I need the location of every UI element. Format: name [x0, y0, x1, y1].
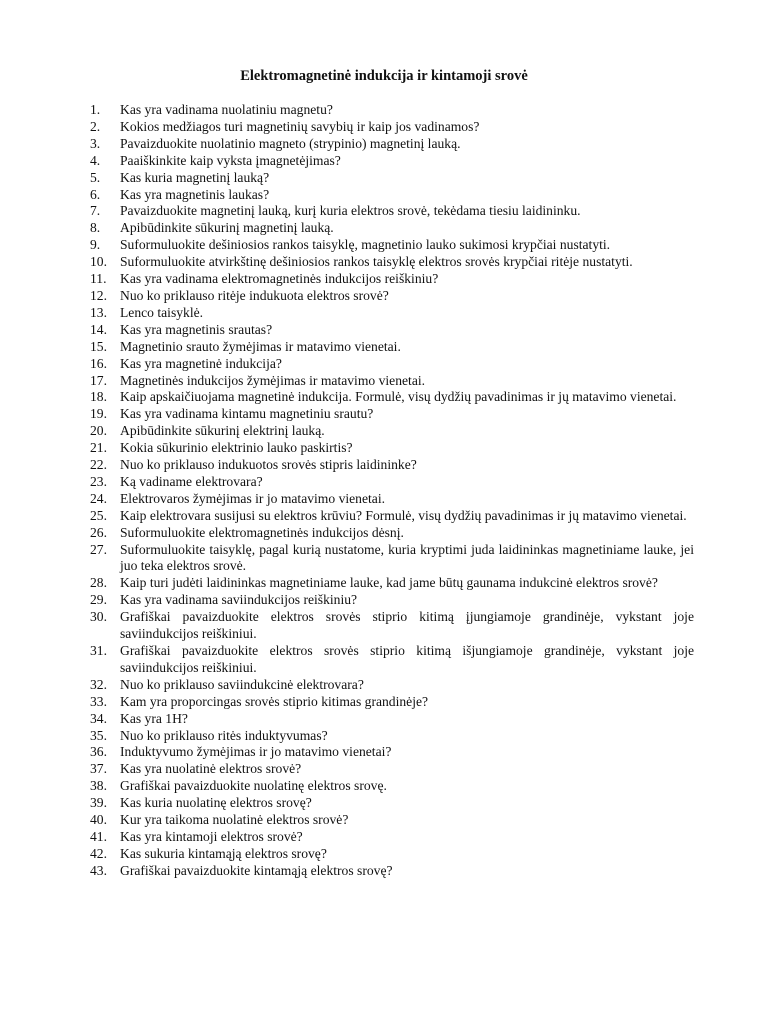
question-number: 17.: [90, 372, 107, 388]
question-number: 42.: [90, 845, 107, 861]
question-text: Kaip elektrovara susijusi su elektros krūviu? Formulė, visų dydžių pavadinimas ir jų matavimo vienetai.: [120, 507, 687, 523]
question-number: 5.: [90, 169, 101, 185]
question-number: 37.: [90, 761, 107, 777]
question-item: [90, 440, 694, 457]
question-number: 11.: [90, 271, 107, 287]
question-number: 7.: [90, 203, 101, 219]
question-text: Ką vadiname elektrovara?: [120, 473, 263, 489]
question-item: [90, 491, 694, 508]
question-item: [90, 761, 694, 778]
question-number: 15.: [90, 338, 107, 354]
question-item: [90, 643, 694, 677]
question-number: 34.: [90, 710, 107, 726]
question-number: 21.: [90, 440, 107, 456]
question-number: 31.: [90, 643, 107, 658]
question-number: 32.: [90, 676, 107, 692]
question-text: Kas yra 1H?: [120, 710, 188, 726]
question-item: [90, 694, 694, 711]
question-item: [90, 187, 694, 204]
question-item: [90, 728, 694, 745]
question-text: Magnetinės indukcijos žymėjimas ir matavimo vienetai.: [120, 372, 426, 388]
question-text: Kas yra magnetinis laukas?: [120, 186, 270, 202]
question-number: 25.: [90, 507, 107, 523]
question-text: Kokios medžiagos turi magnetinių savybių ir kaip jos vadinamos?: [120, 118, 480, 134]
question-number: 24.: [90, 490, 107, 506]
question-text: Pavaizduokite nuolatinio magneto (strypinio) magnetinį lauką.: [120, 135, 461, 151]
question-number: 20.: [90, 423, 107, 439]
question-text: Apibūdinkite sūkurinį magnetinį lauką.: [120, 220, 334, 236]
question-list: [90, 102, 694, 880]
question-number: 22.: [90, 457, 107, 473]
question-text: Suformuluokite taisyklę, pagal kurią nustatome, kuria kryptimi juda laidininkas magnetiniame lauke, jei juo teka elektros srovė.: [120, 541, 694, 574]
question-number: 9.: [90, 237, 101, 253]
question-number: 23.: [90, 473, 107, 489]
question-number: 27.: [90, 541, 107, 557]
question-text: Kam yra proporcingas srovės stiprio kitimas grandinėje?: [120, 693, 429, 709]
question-item: [90, 339, 694, 356]
question-number: 26.: [90, 524, 107, 540]
question-number: 18.: [90, 389, 107, 405]
question-number: 19.: [90, 406, 107, 422]
question-item: [90, 829, 694, 846]
question-item: [90, 525, 694, 542]
question-text: Grafiškai pavaizduokite nuolatinę elektros srovę.: [120, 778, 387, 794]
question-number: 30.: [90, 609, 107, 625]
question-text: Nuo ko priklauso indukuotos srovės stipris laidininke?: [120, 457, 417, 473]
question-item: [90, 592, 694, 609]
question-number: 33.: [90, 693, 107, 709]
question-number: 1.: [90, 102, 101, 117]
question-text: Kas yra vadinama saviindukcijos reiškiniu?: [120, 592, 358, 608]
question-text: Grafiškai pavaizduokite kintamąją elektros srovę?: [120, 862, 393, 878]
question-item: [90, 220, 694, 237]
question-item: [90, 102, 694, 119]
question-text: Pavaizduokite magnetinį lauką, kurį kuria elektros srovė, tekėdama tiesiu laidininku.: [120, 203, 581, 219]
question-text: Kas yra kintamoji elektros srovė?: [120, 828, 303, 844]
question-item: [90, 153, 694, 170]
question-number: 29.: [90, 592, 107, 608]
question-number: 6.: [90, 186, 101, 202]
question-item: [90, 237, 694, 254]
question-text: Elektrovaros žymėjimas ir jo matavimo vienetai.: [120, 490, 385, 506]
question-item: [90, 170, 694, 187]
question-item: [90, 677, 694, 694]
question-number: 35.: [90, 727, 107, 743]
question-text: Nuo ko priklauso ritėje indukuota elektros srovė?: [120, 287, 389, 303]
question-text: Apibūdinkite sūkurinį elektrinį lauką.: [120, 423, 325, 439]
question-number: 38.: [90, 778, 107, 794]
question-number: 39.: [90, 795, 107, 811]
question-text: Grafiškai pavaizduokite elektros srovės stiprio kitimą įjungiamoje grandinėje, vykstant joje saviindukcijos reiškiniui.: [120, 609, 694, 642]
question-item: [90, 812, 694, 829]
question-number: 8.: [90, 220, 101, 236]
question-item: [90, 356, 694, 373]
question-text: Nuo ko priklauso saviindukcinė elektrovara?: [120, 676, 364, 692]
question-item: [90, 288, 694, 305]
question-item: [90, 119, 694, 136]
question-item: [90, 474, 694, 491]
question-text: Kur yra taikoma nuolatinė elektros srovė?: [120, 812, 349, 828]
question-item: [90, 711, 694, 728]
question-item: [90, 423, 694, 440]
question-item: [90, 609, 694, 643]
question-text: Kas yra vadinama nuolatiniu magnetu?: [120, 102, 333, 117]
question-text: Kas kuria magnetinį lauką?: [120, 169, 270, 185]
question-text: Kas yra magnetinė indukcija?: [120, 355, 282, 371]
question-text: Kas yra vadinama elektromagnetinės indukcijos reiškiniu?: [120, 271, 439, 287]
question-text: Kas yra vadinama kintamu magnetiniu srautu?: [120, 406, 374, 422]
question-text: Paaiškinkite kaip vyksta įmagnetėjimas?: [120, 152, 341, 168]
question-item: [90, 863, 694, 880]
question-item: [90, 795, 694, 812]
question-text: Grafiškai pavaizduokite elektros srovės stiprio kitimą išjungiamoje grandinėje, vykstant joje saviindukcijos reiškiniui.: [120, 643, 694, 675]
question-number: 40.: [90, 812, 107, 828]
question-number: 4.: [90, 152, 101, 168]
question-text: Magnetinio srauto žymėjimas ir matavimo vienetai.: [120, 338, 401, 354]
question-item: [90, 203, 694, 220]
question-item: [90, 508, 694, 525]
question-item: [90, 744, 694, 761]
question-number: 12.: [90, 287, 107, 303]
question-number: 2.: [90, 118, 101, 134]
question-text: Suformuluokite atvirkštinę dešiniosios rankos taisyklę elektros srovės krypčiai ritėje nustatyti.: [120, 254, 633, 270]
question-text: Kas yra nuolatinė elektros srovė?: [120, 761, 302, 777]
question-text: Induktyvumo žymėjimas ir jo matavimo vienetai?: [120, 744, 392, 760]
question-number: 16.: [90, 355, 107, 371]
question-number: 36.: [90, 744, 107, 760]
question-item: [90, 322, 694, 339]
question-item: [90, 542, 694, 576]
question-text: Kas sukuria kintamąją elektros srovę?: [120, 845, 327, 861]
question-item: [90, 254, 694, 271]
question-item: [90, 457, 694, 474]
question-item: [90, 406, 694, 423]
question-number: 3.: [90, 135, 101, 151]
question-item: [90, 271, 694, 288]
question-number: 28.: [90, 575, 107, 591]
question-item: [90, 136, 694, 153]
question-number: 10.: [90, 254, 107, 270]
question-text: Suformuluokite elektromagnetinės indukcijos dėsnį.: [120, 524, 404, 540]
question-text: Kokia sūkurinio elektrinio lauko paskirtis?: [120, 440, 353, 456]
question-text: Nuo ko priklauso ritės induktyvumas?: [120, 727, 328, 743]
question-number: 43.: [90, 862, 107, 878]
question-number: 13.: [90, 304, 107, 320]
question-number: 41.: [90, 828, 107, 844]
question-number: 14.: [90, 321, 107, 337]
question-item: [90, 373, 694, 390]
question-text: Kaip apskaičiuojama magnetinė indukcija. Formulė, visų dydžių pavadinimas ir jų matavimo vienetai.: [120, 389, 677, 405]
question-item: [90, 846, 694, 863]
question-text: Suformuluokite dešiniosios rankos taisyklę, magnetinio lauko sukimosi krypčiai nustatyti.: [120, 237, 611, 253]
question-item: [90, 575, 694, 592]
document-title: Elektromagnetinė indukcija ir kintamoji srovė: [240, 68, 528, 84]
question-text: Kaip turi judėti laidininkas magnetiniame lauke, kad jame būtų gaunama indukcinė elektros srovė?: [120, 575, 658, 591]
question-text: Kas kuria nuolatinę elektros srovę?: [120, 795, 312, 811]
question-text: Lenco taisyklė.: [120, 304, 204, 320]
question-item: [90, 389, 694, 406]
question-item: [90, 305, 694, 322]
question-text: Kas yra magnetinis srautas?: [120, 321, 273, 337]
question-item: [90, 778, 694, 795]
